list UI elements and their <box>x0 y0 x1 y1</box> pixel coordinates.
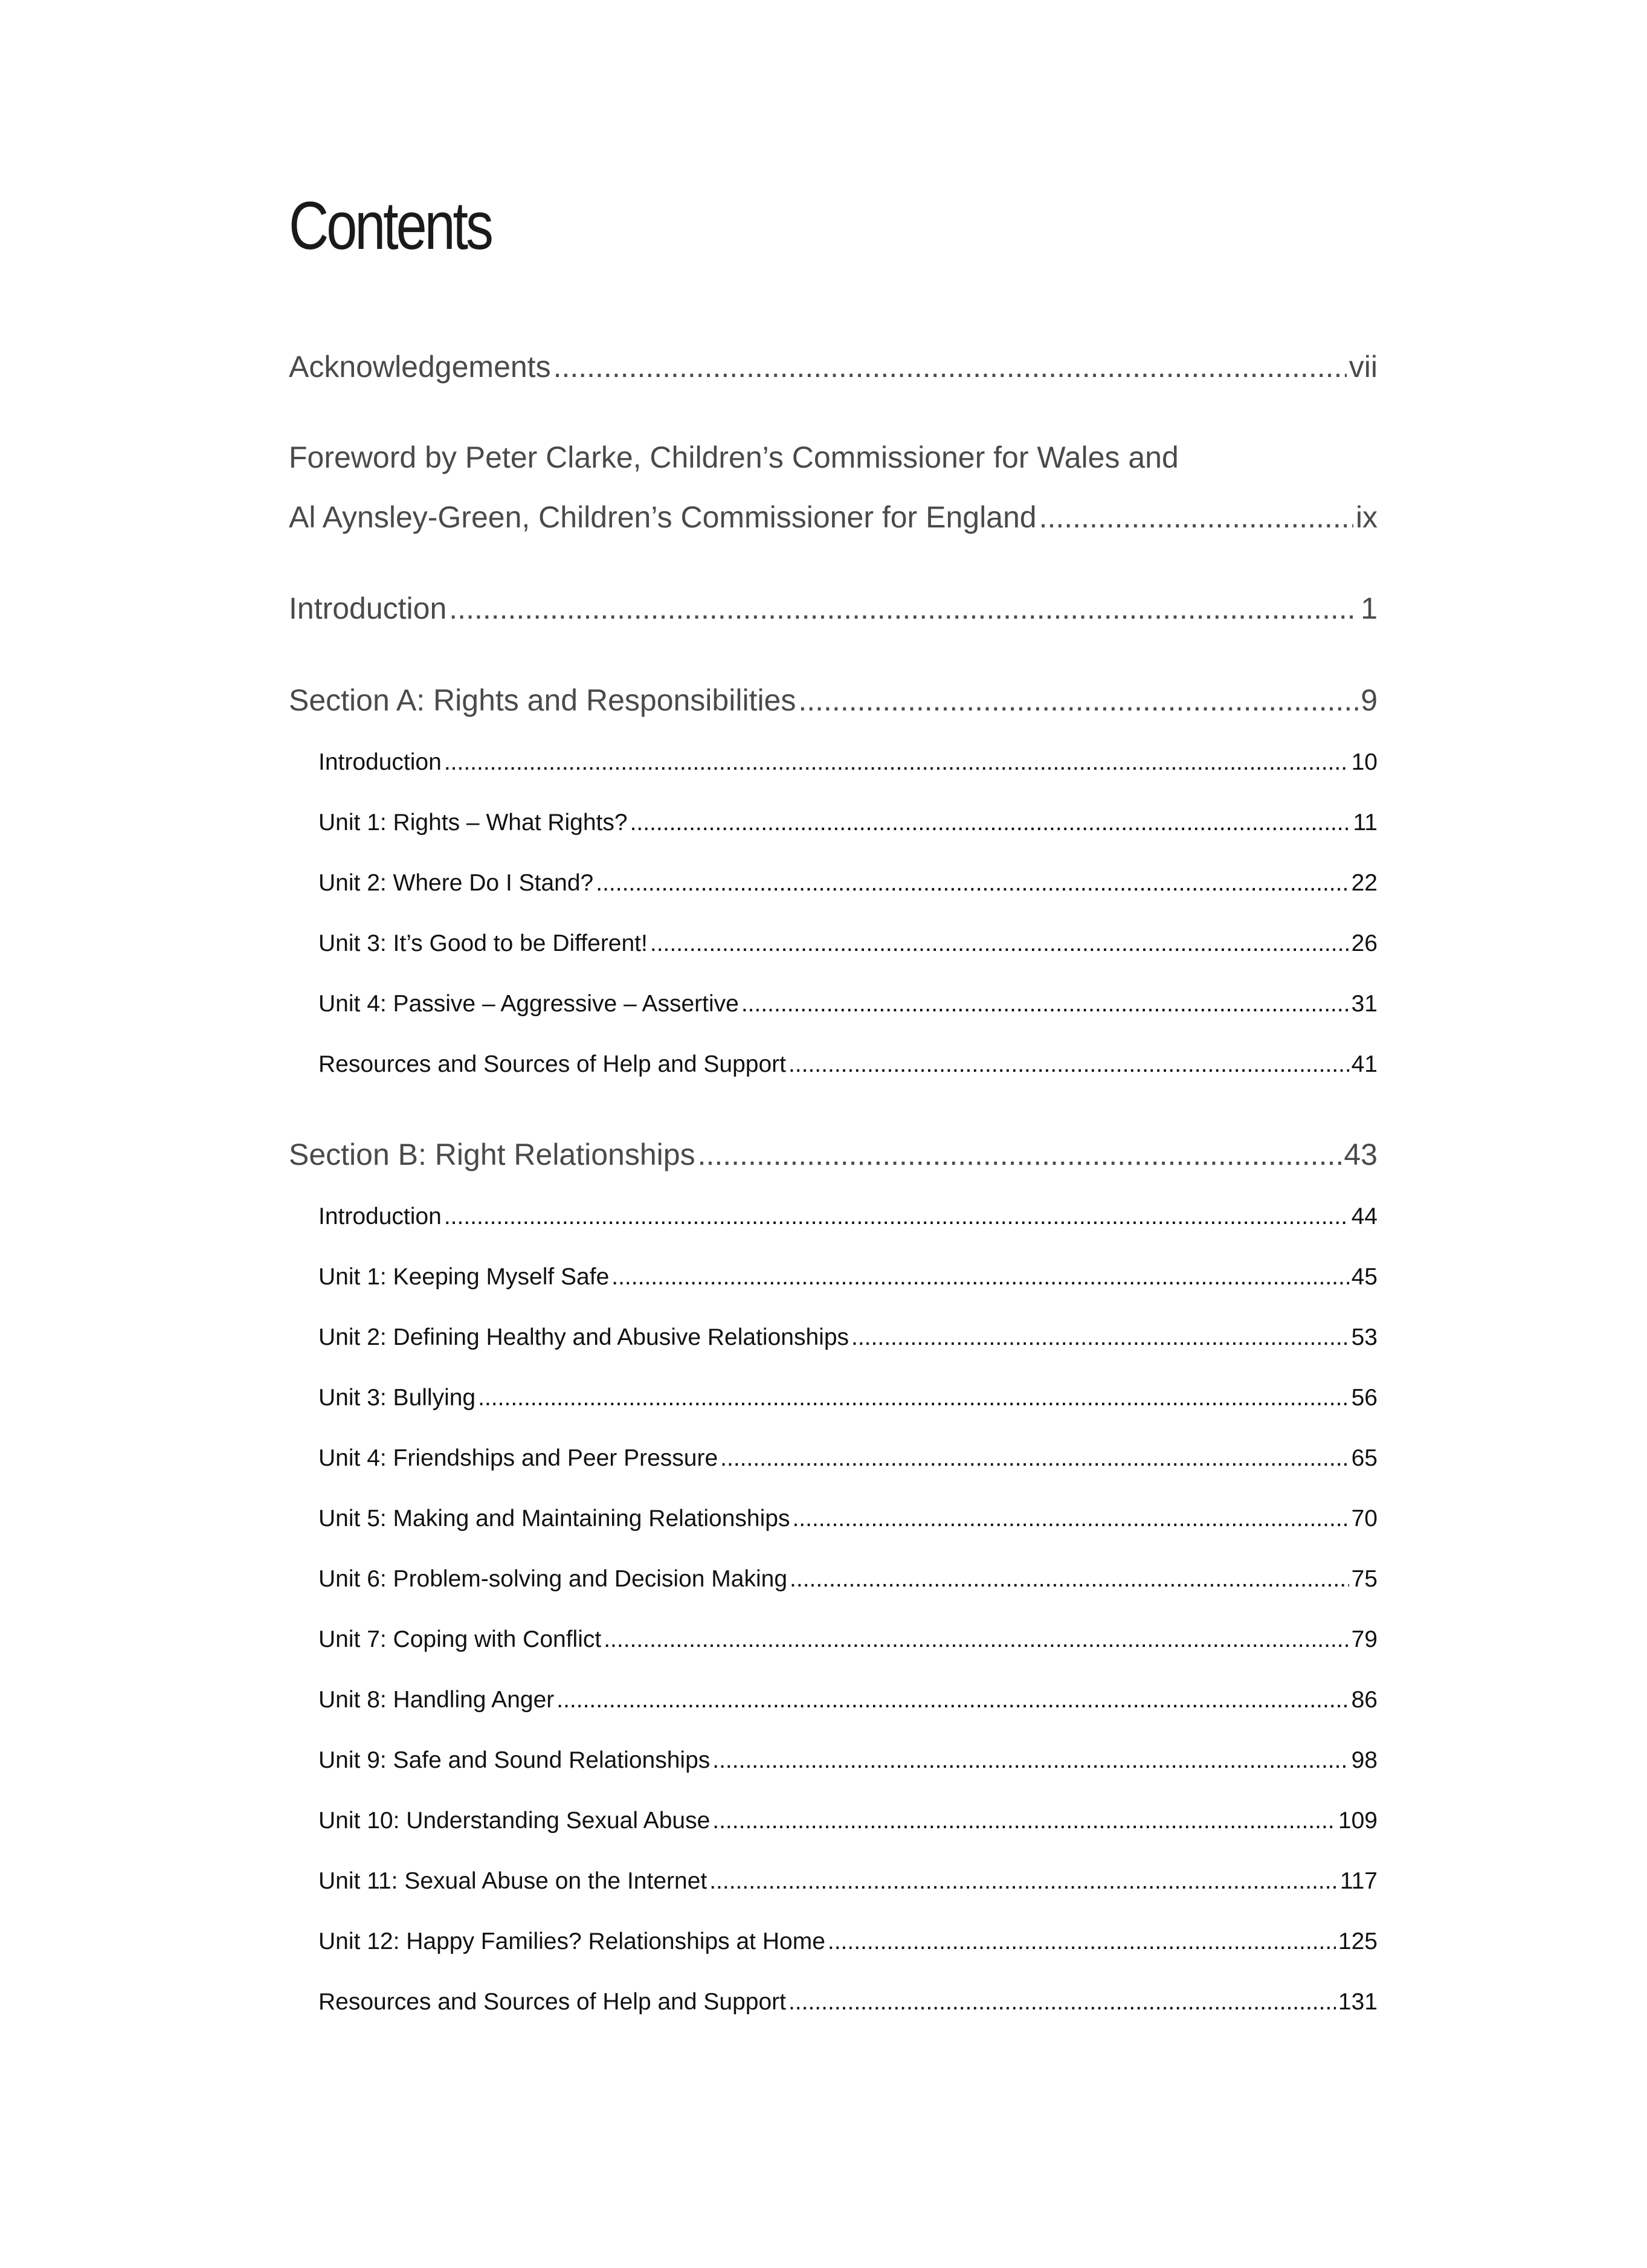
toc-entry-label: Unit 8: Handling Anger <box>318 1687 555 1713</box>
toc-leader-dots <box>553 349 1347 384</box>
toc-page-number: 86 <box>1351 1687 1378 1713</box>
toc-entry-label: Unit 12: Happy Families? Relationships at Home <box>318 1928 825 1954</box>
toc-leader-dots <box>709 1868 1338 1895</box>
toc-page-number: 70 <box>1351 1506 1378 1532</box>
toc-entry-label: Unit 9: Safe and Sound Relationships <box>318 1747 711 1773</box>
toc-entry-label: Unit 1: Rights – What Rights? <box>318 810 628 836</box>
toc-leader-dots <box>630 810 1351 836</box>
toc-page-number: 31 <box>1351 991 1378 1017</box>
toc-entry[interactable] <box>318 1868 1378 1895</box>
toc-leader-dots <box>720 1445 1349 1472</box>
toc-entry[interactable] <box>318 1747 1378 1774</box>
toc-leader-dots <box>449 591 1358 626</box>
toc-entry-label: Introduction <box>289 591 447 625</box>
toc-entry[interactable] <box>318 1566 1378 1593</box>
toc-leader-dots <box>698 1137 1342 1172</box>
page-title: Contents <box>289 188 491 263</box>
toc-entry[interactable] <box>318 1626 1378 1653</box>
toc-leader-dots <box>611 1264 1349 1290</box>
toc-section-b-heading[interactable] <box>289 1137 1378 1172</box>
toc-leader-dots <box>788 1989 1336 2015</box>
toc-entry-label: Unit 3: Bullying <box>318 1385 476 1411</box>
toc-entry-label: Section B: Right Relationships <box>289 1138 695 1171</box>
toc-entry[interactable] <box>318 1808 1378 1834</box>
toc-leader-dots <box>788 1051 1349 1078</box>
toc-page-number: 11 <box>1353 810 1378 836</box>
toc-page-number: 45 <box>1351 1264 1378 1290</box>
toc-leader-dots <box>444 749 1349 776</box>
toc-entry-foreword[interactable] <box>289 500 1378 535</box>
toc-leader-dots <box>604 1626 1349 1653</box>
toc-page-number: 65 <box>1351 1445 1378 1471</box>
toc-entry[interactable] <box>318 930 1378 957</box>
toc-entry-label: Unit 2: Defining Healthy and Abusive Relationships <box>318 1324 849 1350</box>
toc-leader-dots <box>444 1203 1349 1230</box>
toc-entry[interactable] <box>318 1051 1378 1078</box>
toc-section-a-heading[interactable] <box>289 683 1378 718</box>
toc-leader-dots <box>798 683 1358 718</box>
toc-entry-label: Unit 3: It’s Good to be Different! <box>318 930 648 956</box>
toc-entry[interactable] <box>318 991 1378 1017</box>
toc-entry-label: Resources and Sources of Help and Support <box>318 1051 786 1077</box>
toc-entry[interactable] <box>318 810 1378 836</box>
toc-leader-dots <box>792 1506 1349 1532</box>
toc-entry-label: Unit 4: Passive – Aggressive – Assertive <box>318 991 739 1017</box>
toc-leader-dots <box>478 1385 1349 1411</box>
toc-page-number: 41 <box>1351 1051 1378 1077</box>
toc-leader-dots <box>596 870 1349 897</box>
toc-leader-dots <box>712 1808 1336 1834</box>
toc-page-number: 1 <box>1361 591 1378 625</box>
toc-page-number: 109 <box>1338 1808 1378 1834</box>
toc-page-number: 26 <box>1351 930 1378 956</box>
toc-entry-label: Unit 1: Keeping Myself Safe <box>318 1264 610 1290</box>
toc-leader-dots <box>828 1928 1336 1955</box>
toc-page-number: 79 <box>1351 1626 1378 1652</box>
toc-leader-dots <box>650 930 1349 957</box>
toc-entry[interactable] <box>318 1203 1378 1230</box>
toc-leader-dots <box>712 1747 1349 1774</box>
toc-entry-label: Unit 11: Sexual Abuse on the Internet <box>318 1868 707 1894</box>
toc-entry-label: Introduction <box>318 1203 442 1229</box>
toc-entry-foreword-line1[interactable]: Foreword by Peter Clarke, Children’s Commissioner for Wales and <box>289 440 1179 474</box>
toc-leader-dots <box>556 1687 1349 1713</box>
toc-entry-label: Section A: Rights and Responsibilities <box>289 683 796 717</box>
toc-entry[interactable] <box>318 1324 1378 1351</box>
toc-page-number: 53 <box>1351 1324 1378 1350</box>
toc-entry-label: Introduction <box>318 749 442 775</box>
toc-leader-dots <box>741 991 1349 1017</box>
toc-page-number: 9 <box>1361 683 1378 717</box>
toc-page-number: 117 <box>1339 1868 1378 1894</box>
toc-page-number: vii <box>1349 350 1378 384</box>
toc-leader-dots <box>1039 500 1353 535</box>
toc-page-number: ix <box>1355 500 1378 534</box>
toc-entry[interactable] <box>318 1264 1378 1290</box>
toc-entry[interactable] <box>318 1385 1378 1411</box>
toc-entry-label: Unit 4: Friendships and Peer Pressure <box>318 1445 718 1471</box>
toc-entry-introduction[interactable] <box>289 591 1378 626</box>
toc-page-number: 22 <box>1351 870 1378 896</box>
toc-entry[interactable] <box>318 749 1378 776</box>
toc-page-number: 44 <box>1351 1203 1378 1229</box>
toc-leader-dots <box>851 1324 1349 1351</box>
toc-entry[interactable] <box>318 1506 1378 1532</box>
toc-entry[interactable] <box>318 870 1378 897</box>
toc-entry[interactable] <box>318 1989 1378 2015</box>
toc-entry[interactable] <box>318 1928 1378 1955</box>
toc-entry-label: Unit 6: Problem-solving and Decision Making <box>318 1566 788 1592</box>
toc-entry-label: Unit 7: Coping with Conflict <box>318 1626 602 1652</box>
toc-page-number: 98 <box>1351 1747 1378 1773</box>
toc-page-number: 56 <box>1351 1385 1378 1411</box>
toc-entry[interactable] <box>318 1445 1378 1472</box>
toc-entry-label: Unit 5: Making and Maintaining Relationships <box>318 1506 790 1532</box>
toc-page-number: 125 <box>1338 1928 1378 1954</box>
toc-page-number: 75 <box>1351 1566 1378 1592</box>
toc-entry-label: Al Aynsley-Green, Children’s Commissioner for England <box>289 500 1037 534</box>
toc-entry[interactable] <box>318 1687 1378 1713</box>
toc-leader-dots <box>790 1566 1349 1593</box>
toc-entry-label: Unit 10: Understanding Sexual Abuse <box>318 1808 711 1834</box>
toc-entry-label: Unit 2: Where Do I Stand? <box>318 870 594 896</box>
toc-page-number: 10 <box>1351 749 1378 775</box>
toc-entry-acknowledgements[interactable] <box>289 349 1378 384</box>
toc-page-number: 43 <box>1344 1138 1378 1171</box>
toc-entry-label: Acknowledgements <box>289 350 551 384</box>
toc-page-number: 131 <box>1338 1989 1378 2015</box>
toc-entry-label: Resources and Sources of Help and Support <box>318 1989 786 2015</box>
